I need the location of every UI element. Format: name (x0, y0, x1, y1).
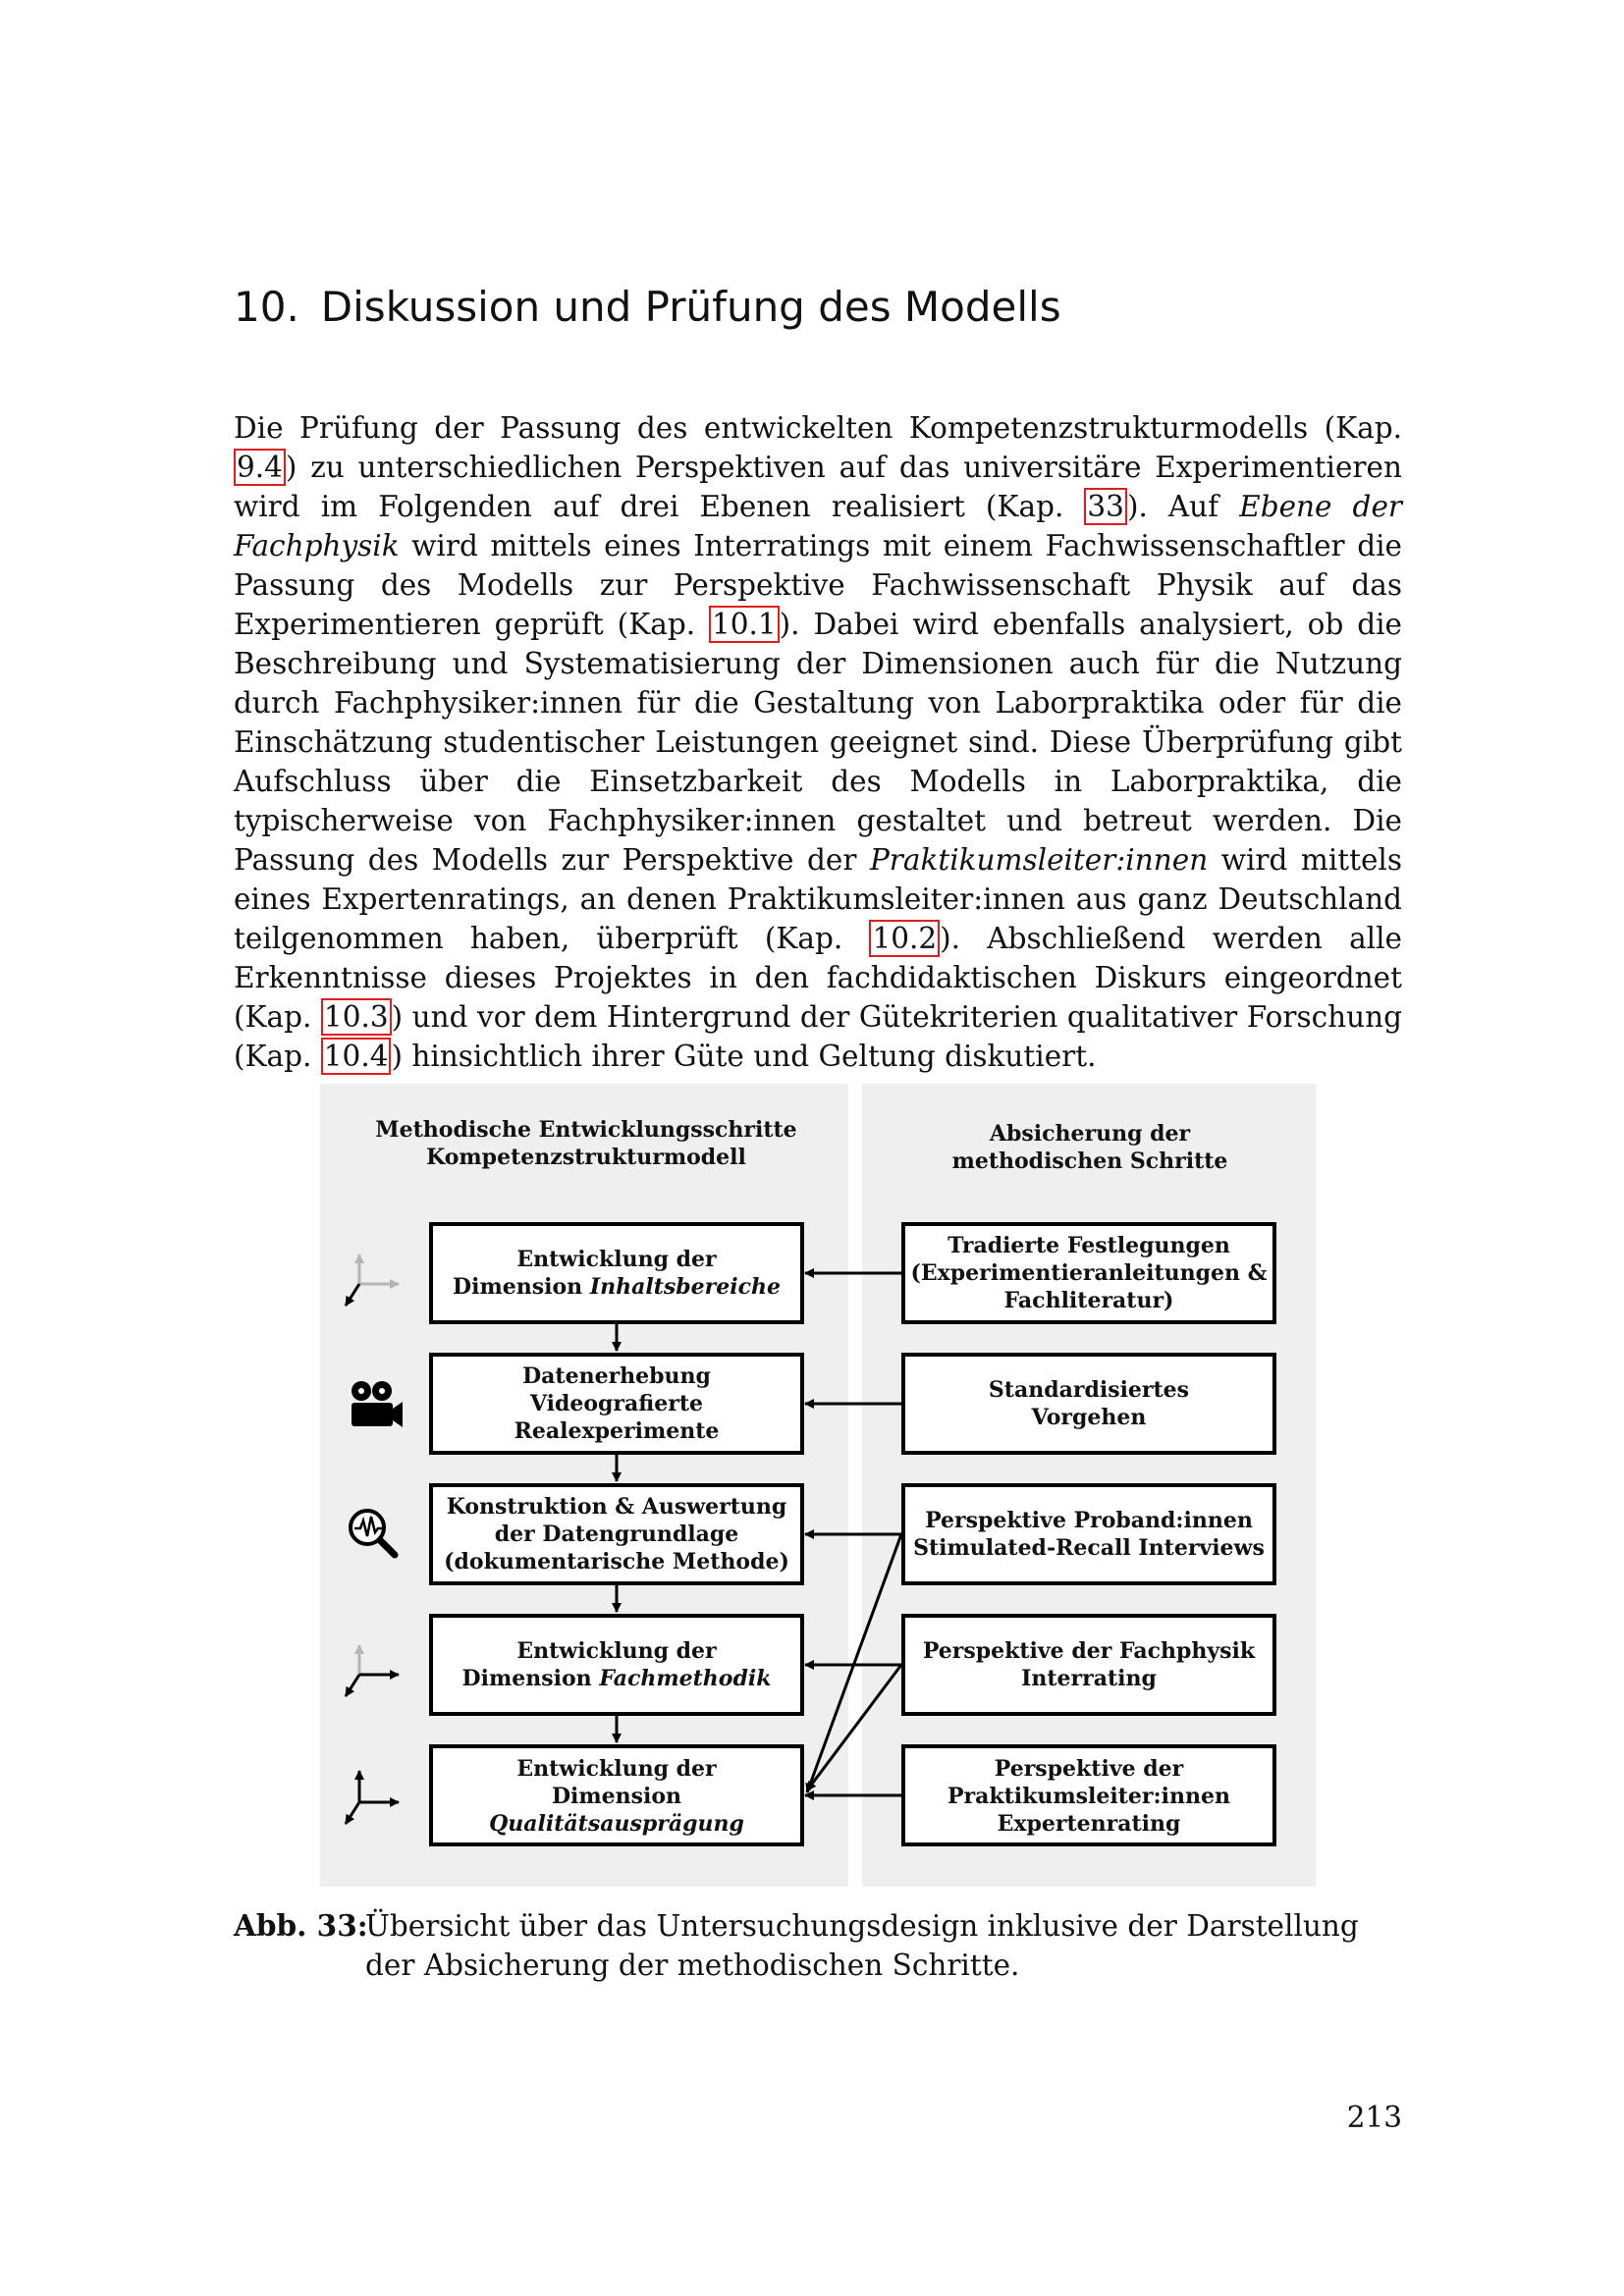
method-step-box-5 (431, 1746, 802, 1844)
validation-box-4 (903, 1616, 1274, 1714)
right-column-header-line2: methodischen Schritte (951, 1148, 1228, 1174)
validation-box-2 (903, 1355, 1274, 1453)
right-column-header-line1: Absicherung der (989, 1121, 1191, 1147)
validation-box-1 (903, 1224, 1274, 1322)
body-paragraph (234, 408, 1402, 1076)
box-text: Qualitätsausprägung (489, 1811, 744, 1837)
box-text: Tradierte Festlegungen (947, 1233, 1230, 1258)
figure-caption (234, 1906, 1402, 1985)
box-text: Perspektive Proband:innen (925, 1508, 1253, 1533)
box-text: Perspektive der Fachphysik (922, 1638, 1256, 1664)
text-run: wird mittels eines Expertenratings, an denen Praktikumsleiter:innen aus ganz Deutschland teilgenommen haben, überprüft (Kap. (234, 843, 1402, 955)
emphasis: Ebene der Fachphysik (234, 490, 1403, 562)
box-text: Interrating (1021, 1666, 1157, 1691)
chapter-heading (234, 283, 1061, 331)
box-text: Datenerhebung (522, 1363, 711, 1389)
box-text: Entwicklung der (516, 1247, 717, 1272)
box-text: Stimulated-Recall Interviews (913, 1535, 1265, 1561)
cross-reference-link[interactable]: 10.4 (321, 1038, 392, 1075)
box-text: Konstruktion & Auswertung (446, 1494, 787, 1520)
study-design-figure (320, 1084, 1316, 1887)
caption-label: Abb. 33: (234, 1908, 368, 1943)
cross-reference-link[interactable]: 10.1 (709, 606, 780, 643)
text-run: ) hinsichtlich ihrer Güte und Geltung diskutiert. (391, 1040, 1097, 1073)
chapter-title: Diskussion und Prüfung des Modells (320, 283, 1061, 331)
left-column-header-line1: Methodische Entwicklungsschritte (375, 1117, 797, 1143)
box-text: Dimension Inhaltsbereiche (453, 1274, 781, 1300)
text-run: ) und vor dem Hintergrund der Gütekriterien qualitativer Forschung (Kap. (234, 1000, 1403, 1073)
cross-reference-link[interactable]: 33 (1084, 488, 1127, 525)
box-text: Entwicklung der (516, 1638, 717, 1664)
box-text: Praktikumsleiter:innen (947, 1784, 1230, 1809)
box-text: Perspektive der (994, 1756, 1184, 1782)
text-run: ). Auf (1126, 490, 1240, 523)
box-text: Vorgehen (1031, 1405, 1147, 1430)
cross-reference-link[interactable]: 9.4 (234, 449, 286, 486)
left-column-header-line2: Kompetenzstrukturmodell (426, 1145, 746, 1170)
method-step-box-4 (431, 1616, 802, 1714)
method-step-box-3 (431, 1485, 802, 1583)
validation-box-5 (903, 1746, 1274, 1844)
box-text: Expertenrating (997, 1811, 1181, 1837)
box-text: Entwicklung der (516, 1756, 717, 1782)
box-text: (dokumentarische Methode) (444, 1549, 789, 1575)
box-text: Videografierte (529, 1391, 704, 1416)
box-text: Standardisiertes (988, 1377, 1190, 1403)
chapter-number: 10. (234, 283, 299, 331)
validation-box-3 (903, 1485, 1274, 1583)
page-number: 213 (1346, 2101, 1402, 2134)
box-text: Realexperimente (514, 1418, 720, 1444)
box-text: Dimension Fachmethodik (461, 1666, 772, 1691)
text-run: wird mittels eines Interratings mit einem Fachwissenschaftler die Passung des Modells zur Perspektive Fachwissenschaft Physik auf das Experimentieren geprüft (Kap. (234, 529, 1402, 641)
box-text: Fachliteratur) (1003, 1288, 1174, 1313)
box-text: Dimension (551, 1784, 682, 1809)
emphasis: Praktikumsleiter:innen (869, 843, 1209, 877)
box-text: der Datengrundlage (494, 1522, 739, 1547)
text-run: ) zu unterschiedlichen Perspektiven auf das universitäre Experimentieren wird im Folgenden auf drei Ebenen realisiert (Kap. (234, 451, 1402, 523)
method-step-box-1 (431, 1224, 802, 1322)
study-design-diagram (320, 1084, 1316, 1887)
text-run: Die Prüfung der Passung des entwickelten Kompetenzstrukturmodells (Kap. (234, 411, 1402, 445)
method-step-box-2 (431, 1355, 802, 1453)
text-run: ). Dabei wird ebenfalls analysiert, ob die Beschreibung und Systematisierung der Dimensionen auch für die Nutzung durch Fachphysiker:innen für die Gestaltung von Laborpraktika oder für die Einschätzung studentischer Leistungen geeignet sind. Diese Überprüfung gibt Aufschluss über die Einsetzbarkeit des Modells in Laborpraktika, die typischerweise von Fachphysiker:innen gestaltet und betreut werden. Die Passung des Modells zur Perspektive der (234, 608, 1402, 877)
box-text: (Experimentieranleitungen & (910, 1260, 1268, 1286)
cross-reference-link[interactable]: 10.2 (869, 920, 940, 957)
text-run: ). Abschließend werden alle Erkenntnisse dieses Projektes in den fachdidaktischen Diskurs eingeordnet (Kap. (234, 922, 1402, 1034)
cross-reference-link[interactable]: 10.3 (321, 998, 392, 1036)
caption-text: Übersicht über das Untersuchungsdesign inklusive der Darstellung der Absicherung der methodischen Schritte. (365, 1909, 1359, 1982)
